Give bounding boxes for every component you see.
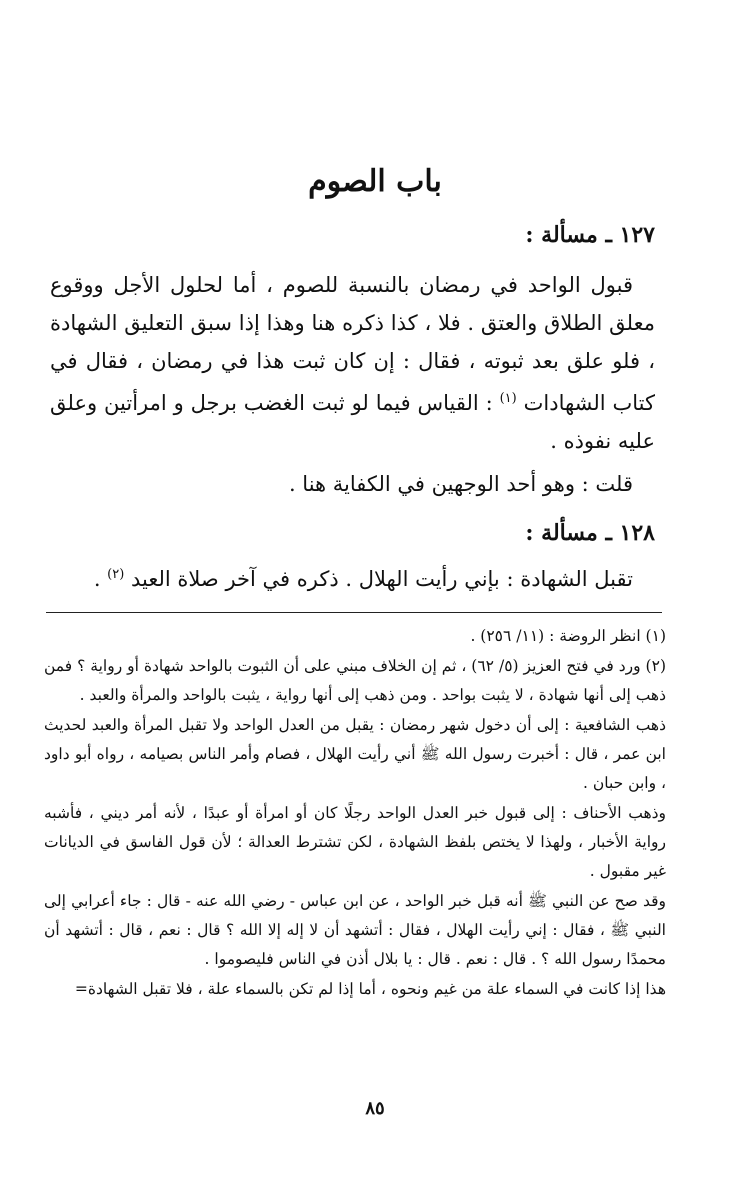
footnote-2-shafii: ذهب الشافعية : إلى أن دخول شهر رمضان : يقبل من العدل الواحد ولا تقبل المرأة والعبد لحديث ابن عمر ، قال : أخبرت رسول الله ﷺ أني رأيت الهلال ، فصام وأمر الناس بصيامه ، رواه أبو داود ، وابن حبان . xyxy=(44,716,666,792)
footnote-divider xyxy=(46,612,662,613)
issue-128-paragraph xyxy=(50,567,655,591)
issue-128-heading: ١٢٨ ـ مسألة : xyxy=(525,520,655,546)
issue-127-paragraph xyxy=(50,266,655,460)
issue-127-text: قبول الواحد في رمضان بالنسبة للصوم ، أما لحلول الأجل ووقوع معلق الطلاق والعتق . فلا ، كذا ذكره هنا وهذا إذا سبق التعليق الشهادة ، فلو علق بعد ثبوته ، فقال : إن كان ثبت هذا في رمضان ، فقال في كتاب الشهادات xyxy=(50,273,655,415)
issue-127-heading: ١٢٧ ـ مسألة : xyxy=(525,222,655,248)
footnote-2-hadith: وقد صح عن النبي ﷺ أنه قبل خبر الواحد ، عن ابن عباس - رضي الله عنه - قال : جاء أعرابي إلى النبي ﷺ ، فقال : إني رأيت الهلال ، فقال : أتشهد أن لا إله إلا الله ؟ قال : نعم ، قال : أتشهد أن محمدًا رسول الله ؟ . قال : نعم . قال : يا بلال أذن في الناس فليصوموا . xyxy=(44,892,666,968)
footnote-2-continued: هذا إذا كانت في السماء علة من غيم ونحوه ، أما إذا لم تكن بالسماء علة ، فلا تقبل الشهادة= xyxy=(74,980,666,998)
footnote-1: (١) انظر الروضة : (١١/ ٢٥٦) . xyxy=(470,627,666,645)
issue-128-text-end: . xyxy=(93,567,108,591)
footnotes xyxy=(44,622,666,1005)
footnote-2: (٢) ورد في فتح العزيز (٥/ ٦٢) ، ثم إن الخلاف مبني على أن الثبوت بالواحد شهادة أو رواية ؟ فمن ذهب إلى أنها شهادة ، لا يثبت بواحد . ومن ذهب إلى أنها رواية ، يثبت بالواحد والمرأة والعبد . xyxy=(44,657,666,704)
chapter-title: باب الصوم xyxy=(308,164,442,199)
issue-127-text-end: : القياس فيما لو ثبت الغضب برجل و امرأتين وعلق عليه نفوذه . xyxy=(50,391,655,453)
footnote-ref-2: (٢) xyxy=(107,567,125,582)
issue-128-text: تقبل الشهادة : بإني رأيت الهلال . ذكره في آخر صلاة العيد xyxy=(131,567,633,591)
issue-127-note: قلت : وهو أحد الوجهين في الكفاية هنا . xyxy=(288,472,633,496)
page-number: ٨٥ xyxy=(365,1098,385,1119)
footnote-ref-1: (١) xyxy=(499,391,517,406)
footnote-2-hanafi: وذهب الأحناف : إلى قبول خبر العدل الواحد رجلًا كان أو امرأة أو عبدًا ، لأنه أمر ديني ، فأشبه رواية الأخبار ، ولهذا لا يختص بلفظ الشهادة ، لكن تشترط العدالة ؛ لأن قول الفاسق في الديانات غير مقبول . xyxy=(44,804,666,880)
